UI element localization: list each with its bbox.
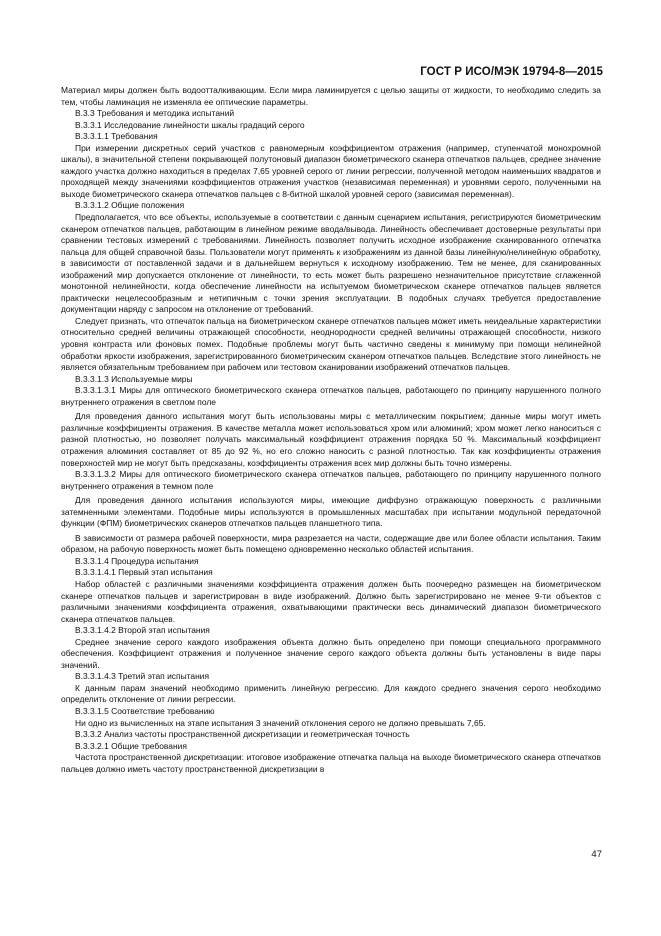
section-heading: В.3.3.1.2 Общие положения [75, 200, 185, 211]
section-heading: В.3.3.1.4 Процедура испытания [75, 555, 199, 566]
section-heading: В.3.3.1 Исследование линейности шкалы градаций серого [75, 119, 305, 130]
section-heading: В.3.3.2.1 Общие требования [75, 740, 187, 751]
paragraph: Материал миры должен быть водоотталкивающим. Если мира ламинируется с целью защиты от жидкости, то необходимо следить за тем, чтобы ламинация не изменяла ее оптические параметры. [61, 85, 601, 107]
section-heading: В.3.3.1.4.3 Третий этап испытания [75, 671, 210, 682]
paragraph: Для проведения данного испытания используются миры, имеющие диффузно отражающую поверхность с различными затемненными элементами. Подобные миры используются в промышленных масштабах при испытании модульной передаточной функции (ФПМ) биометрических сканеров отпечатков пальцев планшетного типа. [61, 495, 601, 529]
section-heading: В.3.3.1.4.1 Первый этап испытания [75, 567, 213, 578]
section-heading: В.3.3.1.5 Соответствие требованию [75, 705, 215, 716]
section-heading: В.3.3.1.3.2 Миры для оптического биометрического сканера отпечатков пальцев, работающего по принципу нарушенного полного внутреннего отражения в темном поле [61, 469, 601, 491]
paragraph: К данным парам значений необходимо применить линейную регрессию. Для каждого среднего значения серого необходимо определить отклонение от линии регрессии. [61, 682, 601, 705]
paragraph: При измерении дискретных серий участков с равномерным коэффициентом отражения (например, ступенчатой монохромной шкалы), в значительной степени покрывающей полутоновый диапазон биометрического сканера отпечатков пальцев, среднее значение каждого участка должно находиться в пределах 7,65 уровней серого от линии регрессии, полученной методом наименьших квадратов и проходящей между значениями коэффициентов отражения участков (независимая переменная) и уровнями серого, полученными на выходе биометрического сканера отпечатков пальцев с 8-битной шкалой уровней серого (зависимая переменная). [61, 142, 601, 199]
document-header: ГОСТ Р ИСО/МЭК 19794-8—2015 [420, 66, 603, 78]
paragraph: Ни одно из вычисленных на этапе испытания 3 значений отклонения серого не должно превышать 7,65. [75, 717, 486, 728]
paragraph: Следует признать, что отпечаток пальца на биометрическом сканере отпечатков пальцев может иметь неидеальные характеристики относительно средней величины отражающей способности, неоднородности средней величины отражающей способности, низкого уровня контраста или фоновых помех. Подобные проблемы могут быть частично сведены к минимуму при помощи нелинейной обработки яркости изображения, зарегистрированного биометрическим сканером отпечатков пальцев. Вследствие этого линейность не является обязательным требованием при рабочем или тестовом сканировании изображений отпечатков пальцев. [61, 315, 601, 373]
section-heading: В.3.3 Требования и методика испытаний [75, 108, 235, 119]
page-number: 47 [591, 849, 602, 860]
section-heading: В.3.3.1.4.2 Второй этап испытания [75, 625, 210, 636]
section-heading: В.3.3.1.1 Требования [75, 131, 158, 142]
document-body [61, 85, 601, 775]
section-heading: В.3.3.1.3.1 Миры для оптического биометрического сканера отпечатков пальцев, работающего по принципу нарушенного полного внутреннего отражения в светлом поле [61, 385, 601, 407]
section-heading: В.3.3.1.3 Используемые миры [75, 373, 193, 384]
section-heading: В.3.3.2 Анализ частоты пространственной дискретизации и геометрическая точность [75, 729, 410, 740]
paragraph: В зависимости от размера рабочей поверхности, мира разрезается на части, содержащие две или более области испытания. Таким образом, на рабочую поверхность может быть помещено одновременно несколько областей испытания. [61, 532, 601, 555]
paragraph: Среднее значение серого каждого изображения объекта должно быть определено при помощи специального программного обеспечения. Коэффициент отражения и полученное значение серого каждого объекта должны быть установлены в виде пары значений. [61, 636, 601, 670]
paragraph: Частота пространственной дискретизации: итоговое изображение отпечатка пальца на выходе биометрического сканера отпечатков пальцев должно иметь частоту пространственной дискретизации в [61, 752, 601, 774]
paragraph: Набор областей с различными значениями коэффициента отражения должен быть поочередно размещен на биометрическом сканере отпечатков пальцев и зарегистрирован в виде изображений. Должно быть зарегистрировано не менее 9-ти объектов с различными значениями коэффициента отражения, охватывающими практически весь динамический диапазон биометрического сканера отпечатков пальцев. [61, 578, 601, 624]
paragraph: Предполагается, что все объекты, используемые в соответствии с данным сценарием испытания, регистрируются биометрическим сканером отпечатков пальцев, работающим в линейном режиме ввода/вывода. Линейность обеспечивает достоверные результаты при сравнении тестовых измерений с требованиями. Линейность позволяет получить исходное изображение сканированного отпечатка пальца для общей справочной базы. Пользователи могут применять к изображениям из данной базы линейную/нелинейную обработку, в зависимости от поставленной задачи и в дальнейшем вернуться к исходному изображению. Тем не менее, для сканированных изображений мир допускается отклонение от линейности, то есть может быть разрешено незначительное присутствие сглаженной монотонной нелинейности, когда обеспечение линейности на испытуемом биометрическом сканере отпечатков пальцев является практически нецелесообразным и нетипичным с точки зрения эксплуатации. В подобных случаях требуется предоставление документации наряду с запросом на отклонение от требований. [61, 212, 601, 315]
paragraph: Для проведения данного испытания могут быть использованы миры с металлическим покрытием; данные миры могут иметь различные коэффициенты отражения. В качестве металла может использоваться хром или алюминий; хром может легко наноситься с разной плотностью, но позволяет получать максимальный коэффициент отражения порядка 50 %. Максимальный коэффициент отражения алюминия составляет от 85 до 92 %, но его сложно наносить с разной плотностью. Так как коэффициенты отражения поверхностей мир не могут быть предсказаны, коэффициенты отражения всех мир должны быть точно измерены. [61, 411, 601, 468]
